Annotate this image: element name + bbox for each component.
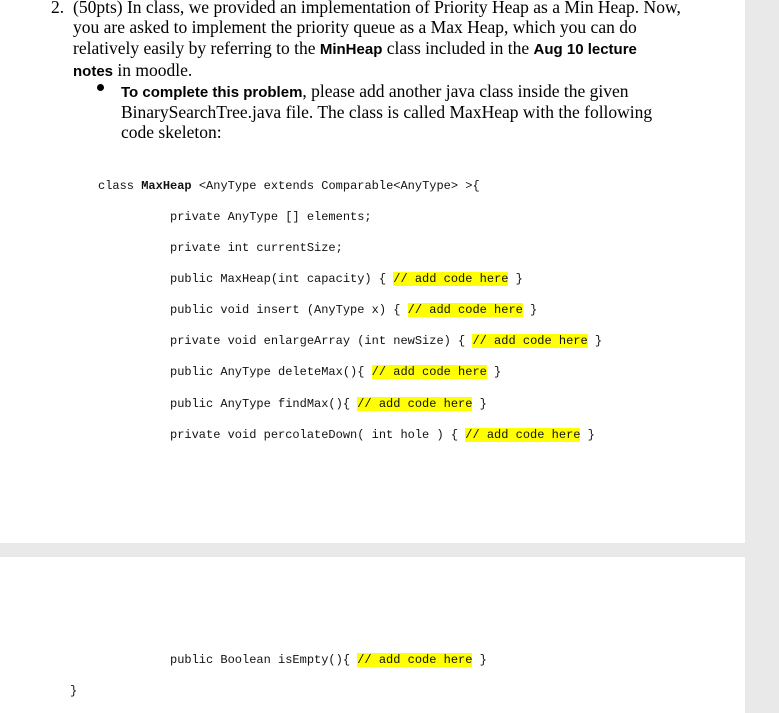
code-brace: } (508, 272, 523, 286)
code-brace: } (486, 365, 502, 379)
code-comment: // add code here (371, 365, 487, 379)
code-field-elements: private AnyType [] elements; (170, 210, 372, 224)
code-generic: <AnyType extends Comparable<AnyType> >{ (191, 179, 480, 193)
code-method-enlarge-array (170, 333, 602, 349)
code-comment: // add code here (393, 272, 509, 286)
bullet-line-1 (121, 81, 628, 103)
code-method-is-empty (170, 652, 487, 668)
code-signature: public AnyType deleteMax(){ (170, 365, 372, 379)
problem-line-1: (50pts) In class, we provided an implementation of Priority Heap as a Min Heap. Now, (73, 0, 681, 17)
code-signature: private void percolateDown( int hole ) { (170, 428, 466, 442)
document-page-2 (0, 557, 745, 713)
code-field-current-size: private int currentSize; (170, 241, 343, 255)
code-method-delete-max (170, 364, 501, 380)
code-comment: // add code here (407, 303, 523, 317)
problem-number: 2. (51, 0, 65, 17)
code-class-name: MaxHeap (141, 179, 192, 193)
lecture-notes-bold: Aug 10 lecture (533, 41, 637, 58)
code-signature: public AnyType findMax(){ (170, 397, 358, 411)
code-signature: public void insert (AnyType x) { (170, 303, 408, 317)
code-brace: } (522, 303, 538, 317)
problem-line-3 (73, 38, 637, 60)
code-brace: } (472, 397, 487, 411)
code-method-find-max (170, 396, 487, 412)
problem-line-2: you are asked to implement the priority queue as a Max Heap, which you can do (73, 17, 637, 37)
text-segment: relatively easily by referring to the (73, 38, 320, 58)
text-segment: , please add another java class inside the given (302, 81, 629, 101)
text-segment: class included in the (382, 38, 534, 58)
text-segment: in moodle. (113, 60, 193, 80)
code-method-insert (170, 302, 537, 318)
code-keyword: class (98, 179, 142, 193)
code-class-close-brace: } (70, 684, 78, 698)
code-signature: public MaxHeap(int capacity) { (170, 272, 394, 286)
code-signature: public Boolean isEmpty(){ (170, 653, 358, 667)
code-method-constructor (170, 271, 523, 287)
code-comment: // add code here (472, 334, 588, 348)
bullet-dot-icon (97, 84, 104, 91)
bullet-line-2: BinarySearchTree.java file. The class is called MaxHeap with the following (121, 102, 653, 122)
problem-line-4 (73, 60, 192, 82)
notes-bold: notes (73, 63, 114, 80)
code-brace: } (580, 428, 595, 442)
code-comment: // add code here (465, 428, 581, 442)
code-comment: // add code here (357, 397, 473, 411)
code-brace: } (472, 653, 487, 667)
minheap-bold: MinHeap (319, 41, 383, 58)
bullet-line-3: code skeleton: (121, 122, 222, 142)
code-signature: private void enlargeArray (int newSize) { (170, 334, 473, 348)
code-brace: } (587, 334, 603, 348)
code-comment: // add code here (357, 653, 473, 667)
code-method-percolate-down (170, 427, 595, 443)
code-class-declaration (98, 178, 480, 194)
to-complete-bold: To complete this problem (121, 84, 303, 101)
